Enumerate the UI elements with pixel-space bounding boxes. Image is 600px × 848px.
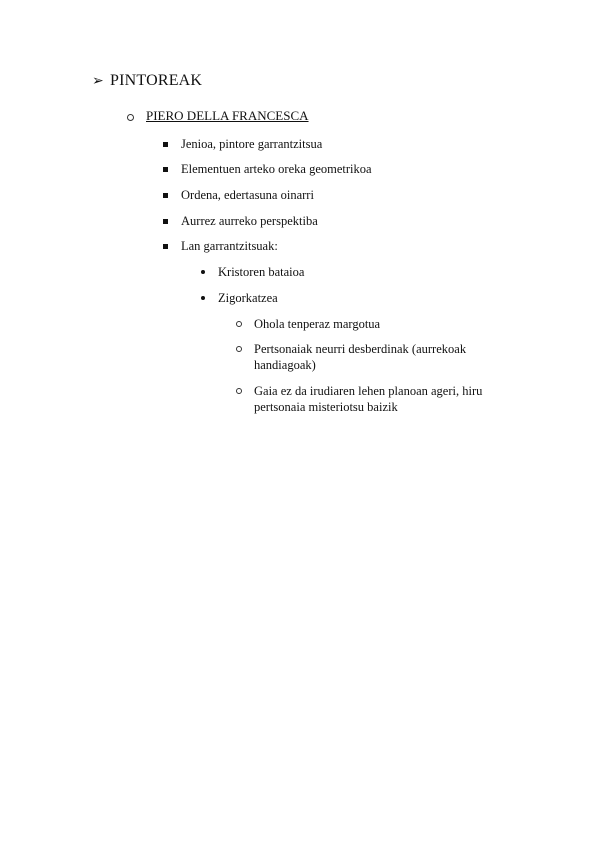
section-title: PIERO DELLA FRANCESCA — [146, 108, 309, 123]
detail-item — [236, 341, 536, 373]
work-item-text: Kristoren bataioa — [218, 265, 305, 279]
list-item-text: Ordena, edertasuna oinarri — [181, 188, 314, 202]
detail-item-text: Pertsonaiak neurri desberdinak (aurrekoak handiagoak) — [254, 342, 467, 372]
square-bullet-icon — [163, 193, 168, 198]
list-item — [163, 161, 372, 177]
list-item — [163, 187, 314, 203]
square-bullet-icon — [163, 142, 168, 147]
heading-row — [92, 72, 202, 91]
list-item-text: Elementuen arteko oreka geometrikoa — [181, 162, 372, 176]
hollow-circle-bullet-icon — [236, 346, 242, 352]
hollow-circle-bullet-icon — [127, 114, 134, 121]
list-item-text: Lan garrantzitsuak: — [181, 239, 278, 253]
square-bullet-icon — [163, 244, 168, 249]
detail-item — [236, 383, 536, 415]
hollow-circle-bullet-icon — [236, 321, 242, 327]
filled-circle-bullet-icon — [201, 296, 205, 300]
work-item-text: Zigorkatzea — [218, 291, 278, 305]
arrow-bullet-icon: ➢ — [92, 74, 104, 89]
work-item — [201, 290, 278, 306]
square-bullet-icon — [163, 167, 168, 172]
hollow-circle-bullet-icon — [236, 388, 242, 394]
filled-circle-bullet-icon — [201, 270, 205, 274]
detail-item-text: Ohola tenperaz margotua — [254, 317, 381, 331]
detail-item-text: Gaia ez da irudiaren lehen planoan ageri, hiru pertsonaia misteriotsu baizik — [254, 384, 483, 414]
list-item — [163, 136, 322, 152]
list-item — [163, 238, 278, 254]
work-item — [201, 264, 304, 280]
square-bullet-icon — [163, 219, 168, 224]
list-item-text: Aurrez aurreko perspektiba — [181, 214, 318, 228]
list-item — [163, 213, 318, 229]
list-item-text: Jenioa, pintore garrantzitsua — [181, 137, 323, 151]
section-row — [127, 108, 309, 124]
heading-title: PINTOREAK — [110, 72, 203, 89]
detail-item — [236, 316, 536, 332]
